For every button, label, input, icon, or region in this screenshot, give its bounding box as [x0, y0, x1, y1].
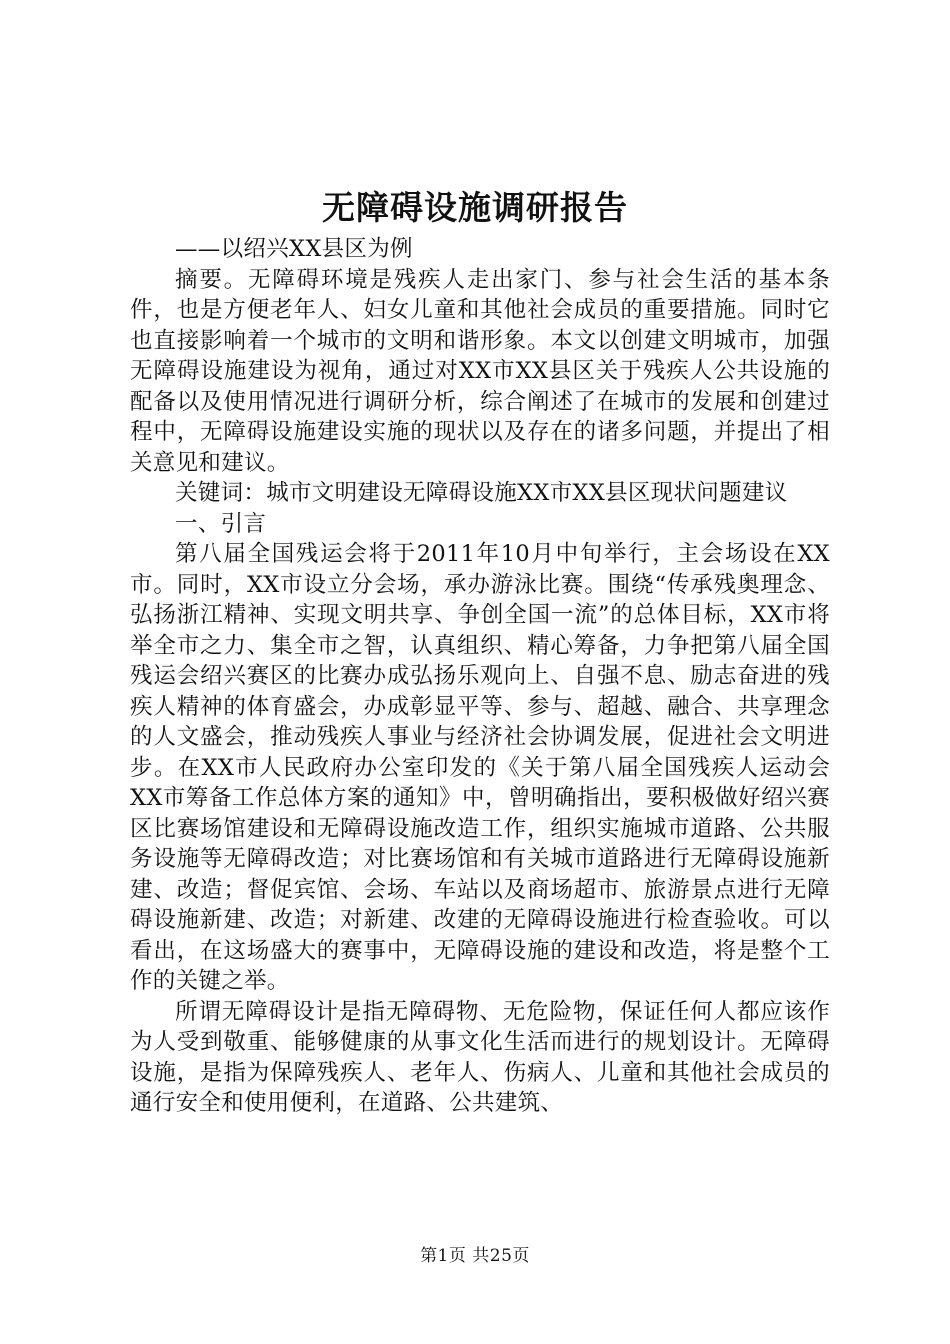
introduction-paragraph: 第八届全国残运会将于2011年10月中旬举行，主会场设在XX市。同时，XX市设立分会场，承办游泳比赛。围绕“传承残奥理念、弘扬浙江精神、实现文明共享、争创全国一流”的总体目标，XX市将举全市之力、集全市之智，认真组织、精心筹备，力争把第八届全国残运会绍兴赛区的比赛办成弘扬乐观向上、自强不息、励志奋进的残疾人精神的体育盛会，办成彰显平等、参与、超越、融合、共享理念的人文盛会，推动残疾人事业与经济社会协调发展，促进社会文明进步。在XX市人民政府办公室印发的《关于第八届全国残疾人运动会XX市筹备工作总体方案的通知》中，曾明确指出，要积极做好绍兴赛区比赛场馆建设和无障碍设施改造工作，组织实施城市道路、公共服务设施等无障碍改造；对比赛场馆和有关城市道路进行无障碍设施新建、改造；督促宾馆、会场、车站以及商场超市、旅游景点进行无障碍设施新建、改造；对新建、改建的无障碍设施进行检查验收。可以看出，在这场盛大的赛事中，无障碍设施的建设和改造，将是整个工作的关键之举。: [130, 541, 830, 994]
keywords-paragraph: 关键词：城市文明建设无障碍设施XX市XX县区现状问题建议: [175, 480, 788, 506]
document-subtitle: ——以绍兴XX县区为例: [175, 236, 413, 262]
abstract-paragraph: 摘要。无障碍环境是残疾人走出家门、参与社会生活的基本条件，也是方便老年人、妇女儿童和其他社会成员的重要措施。同时它也直接影响着一个城市的文明和谐形象。本文以创建文明城市，加强无障碍设施建设为视角，通过对XX市XX县区关于残疾人公共设施的配备以及使用情况进行调研分析，综合阐述了在城市的发展和创建过程中，无障碍设施建设实施的现状以及存在的诸多问题，并提出了相关意见和建议。: [130, 266, 830, 476]
section-heading-introduction: 一、引言: [175, 510, 267, 537]
document-title: 无障碍设施调研报告: [322, 188, 628, 227]
definition-paragraph: 所谓无障碍设计是指无障碍物、无危险物，保证任何人都应该作为人受到敬重、能够健康的从事文化生活而进行的规划设计。无障碍设施，是指为保障残疾人、老年人、伤病人、儿童和其他社会成员的通行安全和使用便利，在道路、公共建筑、: [130, 998, 830, 1116]
document-body: [130, 234, 830, 1119]
page-number-footer: 第1页 共25页: [420, 1246, 530, 1266]
